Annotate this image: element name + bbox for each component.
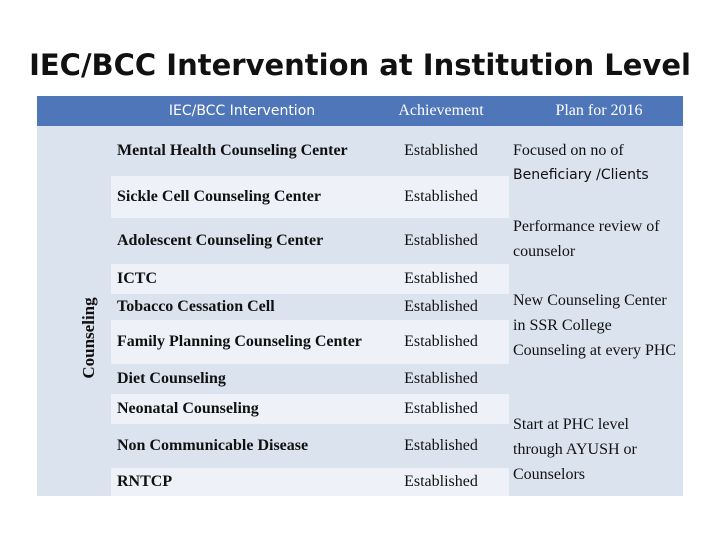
header-intervention: IEC/BCC Intervention xyxy=(168,103,316,119)
row-achievement: Established xyxy=(404,400,478,417)
table-row xyxy=(111,364,509,394)
row-achievement: Established xyxy=(404,473,478,490)
table-header xyxy=(37,96,683,126)
plan-beneficiary-line1: Focused on no of xyxy=(513,142,624,159)
table-row xyxy=(111,424,509,468)
row-achievement: Established xyxy=(404,298,478,315)
side-label-counseling: Counseling xyxy=(79,297,98,379)
row-intervention: Mental Health Counseling Center xyxy=(117,142,348,159)
table-row xyxy=(111,294,509,320)
side-column xyxy=(37,126,111,496)
row-intervention: Tobacco Cessation Cell xyxy=(117,298,275,315)
row-intervention: RNTCP xyxy=(117,473,173,490)
intervention-table xyxy=(37,96,683,496)
table-row xyxy=(111,394,509,424)
plan-beneficiary xyxy=(513,138,681,188)
header-plan: Plan for 2016 xyxy=(555,102,643,119)
row-intervention: Diet Counseling xyxy=(117,370,226,387)
slide-title: IEC/BCC Intervention at Institution Level xyxy=(29,48,691,82)
table-row xyxy=(111,264,509,294)
plan-new-counseling-center: New Counseling Center in SSR College Counseling at every PHC xyxy=(513,292,677,359)
plan-performance-review: Performance review of counselor xyxy=(513,218,660,260)
row-intervention: ICTC xyxy=(117,270,158,287)
row-intervention: Neonatal Counseling xyxy=(117,400,259,417)
table-row xyxy=(111,320,509,364)
row-achievement: Established xyxy=(404,188,478,205)
row-achievement: Established xyxy=(404,333,478,350)
table-row xyxy=(111,468,509,496)
header-achievement: Achievement xyxy=(398,102,484,119)
plan-phc-level: Start at PHC level through AYUSH or Counselors xyxy=(513,416,637,483)
row-intervention: Non Communicable Disease xyxy=(117,437,309,454)
row-intervention: Adolescent Counseling Center xyxy=(117,232,324,249)
row-achievement: Established xyxy=(404,437,478,454)
row-achievement: Established xyxy=(404,142,478,159)
table-row xyxy=(111,126,509,176)
row-achievement: Established xyxy=(404,270,478,287)
row-intervention: Sickle Cell Counseling Center xyxy=(117,188,321,205)
row-achievement: Established xyxy=(404,370,478,387)
row-achievement: Established xyxy=(404,232,478,249)
plan-column xyxy=(509,126,683,496)
row-intervention: Family Planning Counseling Center xyxy=(117,333,362,350)
plan-beneficiary-line2: Beneficiary /Clients xyxy=(513,167,649,183)
table-row xyxy=(111,218,509,264)
table-row xyxy=(111,176,509,218)
